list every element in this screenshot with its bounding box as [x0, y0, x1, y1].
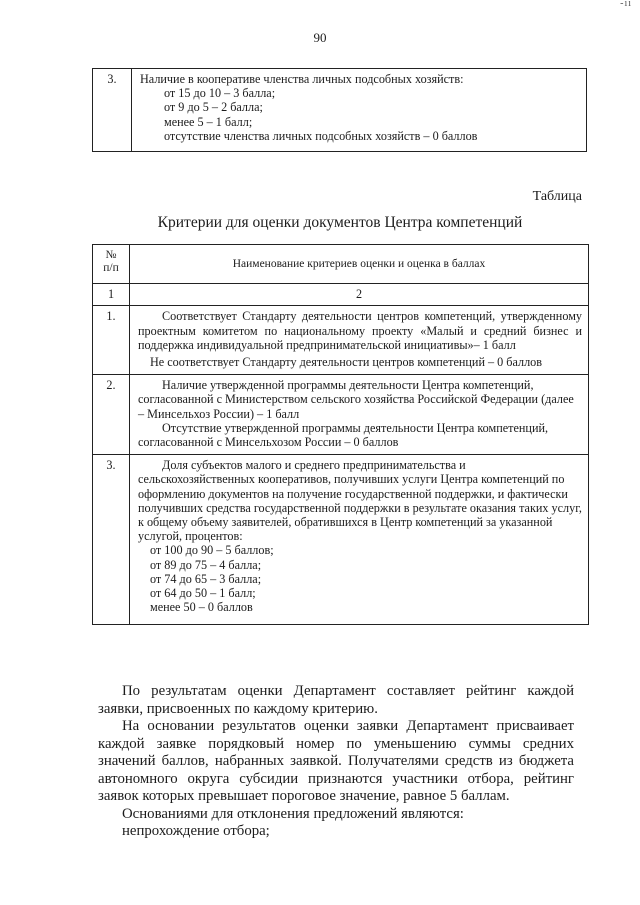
row-number: 3. — [93, 455, 130, 625]
list-item: отсутствие членства личных подсобных хозяйств – 0 баллов — [164, 128, 478, 143]
row-number: 3. — [93, 69, 132, 152]
list-item: менее 50 – 0 баллов — [150, 600, 253, 615]
page-corner-mark: -ıı — [620, 0, 632, 9]
header-name: Наименование критериев оценки и оценка в баллах — [130, 245, 589, 284]
table-row — [93, 306, 589, 375]
paragraph: По результатам оценки Департамент составляет рейтинг каждой заявки, присвоенных по каждому критерию. — [98, 683, 574, 717]
criterion-cell — [130, 375, 589, 455]
header-number: № п/п — [93, 245, 130, 284]
table-row — [93, 69, 587, 152]
list-item: от 15 до 10 – 3 балла; — [164, 86, 276, 101]
list-item: менее 5 – 1 балл; — [164, 114, 253, 129]
criterion-cell — [130, 455, 589, 625]
criterion-text: Доля субъектов малого и среднего предпринимательства и сельскохозяйственных кооперативов, получивших услуги Центра компетенций по оформлению документов на получение государственной поддержки, и фактически получивших средства государственной поддержки в результате оказания таких услуг, к общему объему заявителей, обратившихся в Центр компетенций за указанной услугой, процентов: — [138, 458, 582, 544]
table-title: Критерии для оценки документов Центра компетенций — [157, 214, 523, 231]
body-text — [98, 683, 574, 841]
continuation-table — [92, 68, 587, 152]
list-item: от 64 до 50 – 1 балл; — [150, 586, 256, 601]
criterion-cell — [132, 69, 587, 152]
table-header-row — [93, 245, 589, 284]
criteria-table — [92, 244, 589, 625]
criterion-text: Не соответствует Стандарту деятельности центров компетенций – 0 баллов — [150, 355, 543, 370]
paragraph: непрохождение отбора; — [122, 823, 270, 839]
paragraph: Основаниями для отклонения предложений являются: — [122, 805, 464, 822]
criterion-text: Соответствует Стандарту деятельности центров компетенций, утвержденному проектным комитетом по национальному проекту «Малый и средний бизнес и поддержка индивидуальной предпринимательской инициативы»– 1 балл — [138, 309, 582, 352]
table-row — [93, 455, 589, 625]
page-number: 90 — [313, 30, 327, 45]
list-item: от 89 до 75 – 4 балла; — [150, 557, 262, 572]
column-index: 1 — [93, 284, 130, 306]
list-item: от 74 до 65 – 3 балла; — [150, 571, 262, 586]
criterion-text: Отсутствие утвержденной программы деятельности Центра компетенций, согласованной с Минсельхозом России – 0 баллов — [138, 420, 549, 450]
criterion-title: Наличие в кооперативе членства личных подсобных хозяйств: — [140, 72, 464, 86]
paragraph: На основании результатов оценки заявки Департамент присваивает каждой заявке порядковый номер по уменьшению суммы средних значений баллов, набранных заявкой. Получателями средств из бюджета автономного округа субсидии признаются участники отбора, рейтинг заявок которых превышает пороговое значение, равное 5 баллам. — [98, 718, 574, 804]
table-label: Таблица — [532, 189, 582, 204]
column-index: 2 — [130, 284, 589, 306]
row-number: 1. — [93, 306, 130, 375]
row-number: 2. — [93, 375, 130, 455]
table-row — [93, 375, 589, 455]
criterion-text: Наличие утвержденной программы деятельности Центра компетенций, согласованной с Министерством сельского хозяйства Российской Федерации (далее – Минсельхоз России) – 1 балл — [138, 378, 574, 421]
list-item: от 9 до 5 – 2 балла; — [164, 100, 263, 115]
criterion-cell — [130, 306, 589, 375]
table-index-row — [93, 284, 589, 306]
list-item: от 100 до 90 – 5 баллов; — [150, 543, 274, 558]
